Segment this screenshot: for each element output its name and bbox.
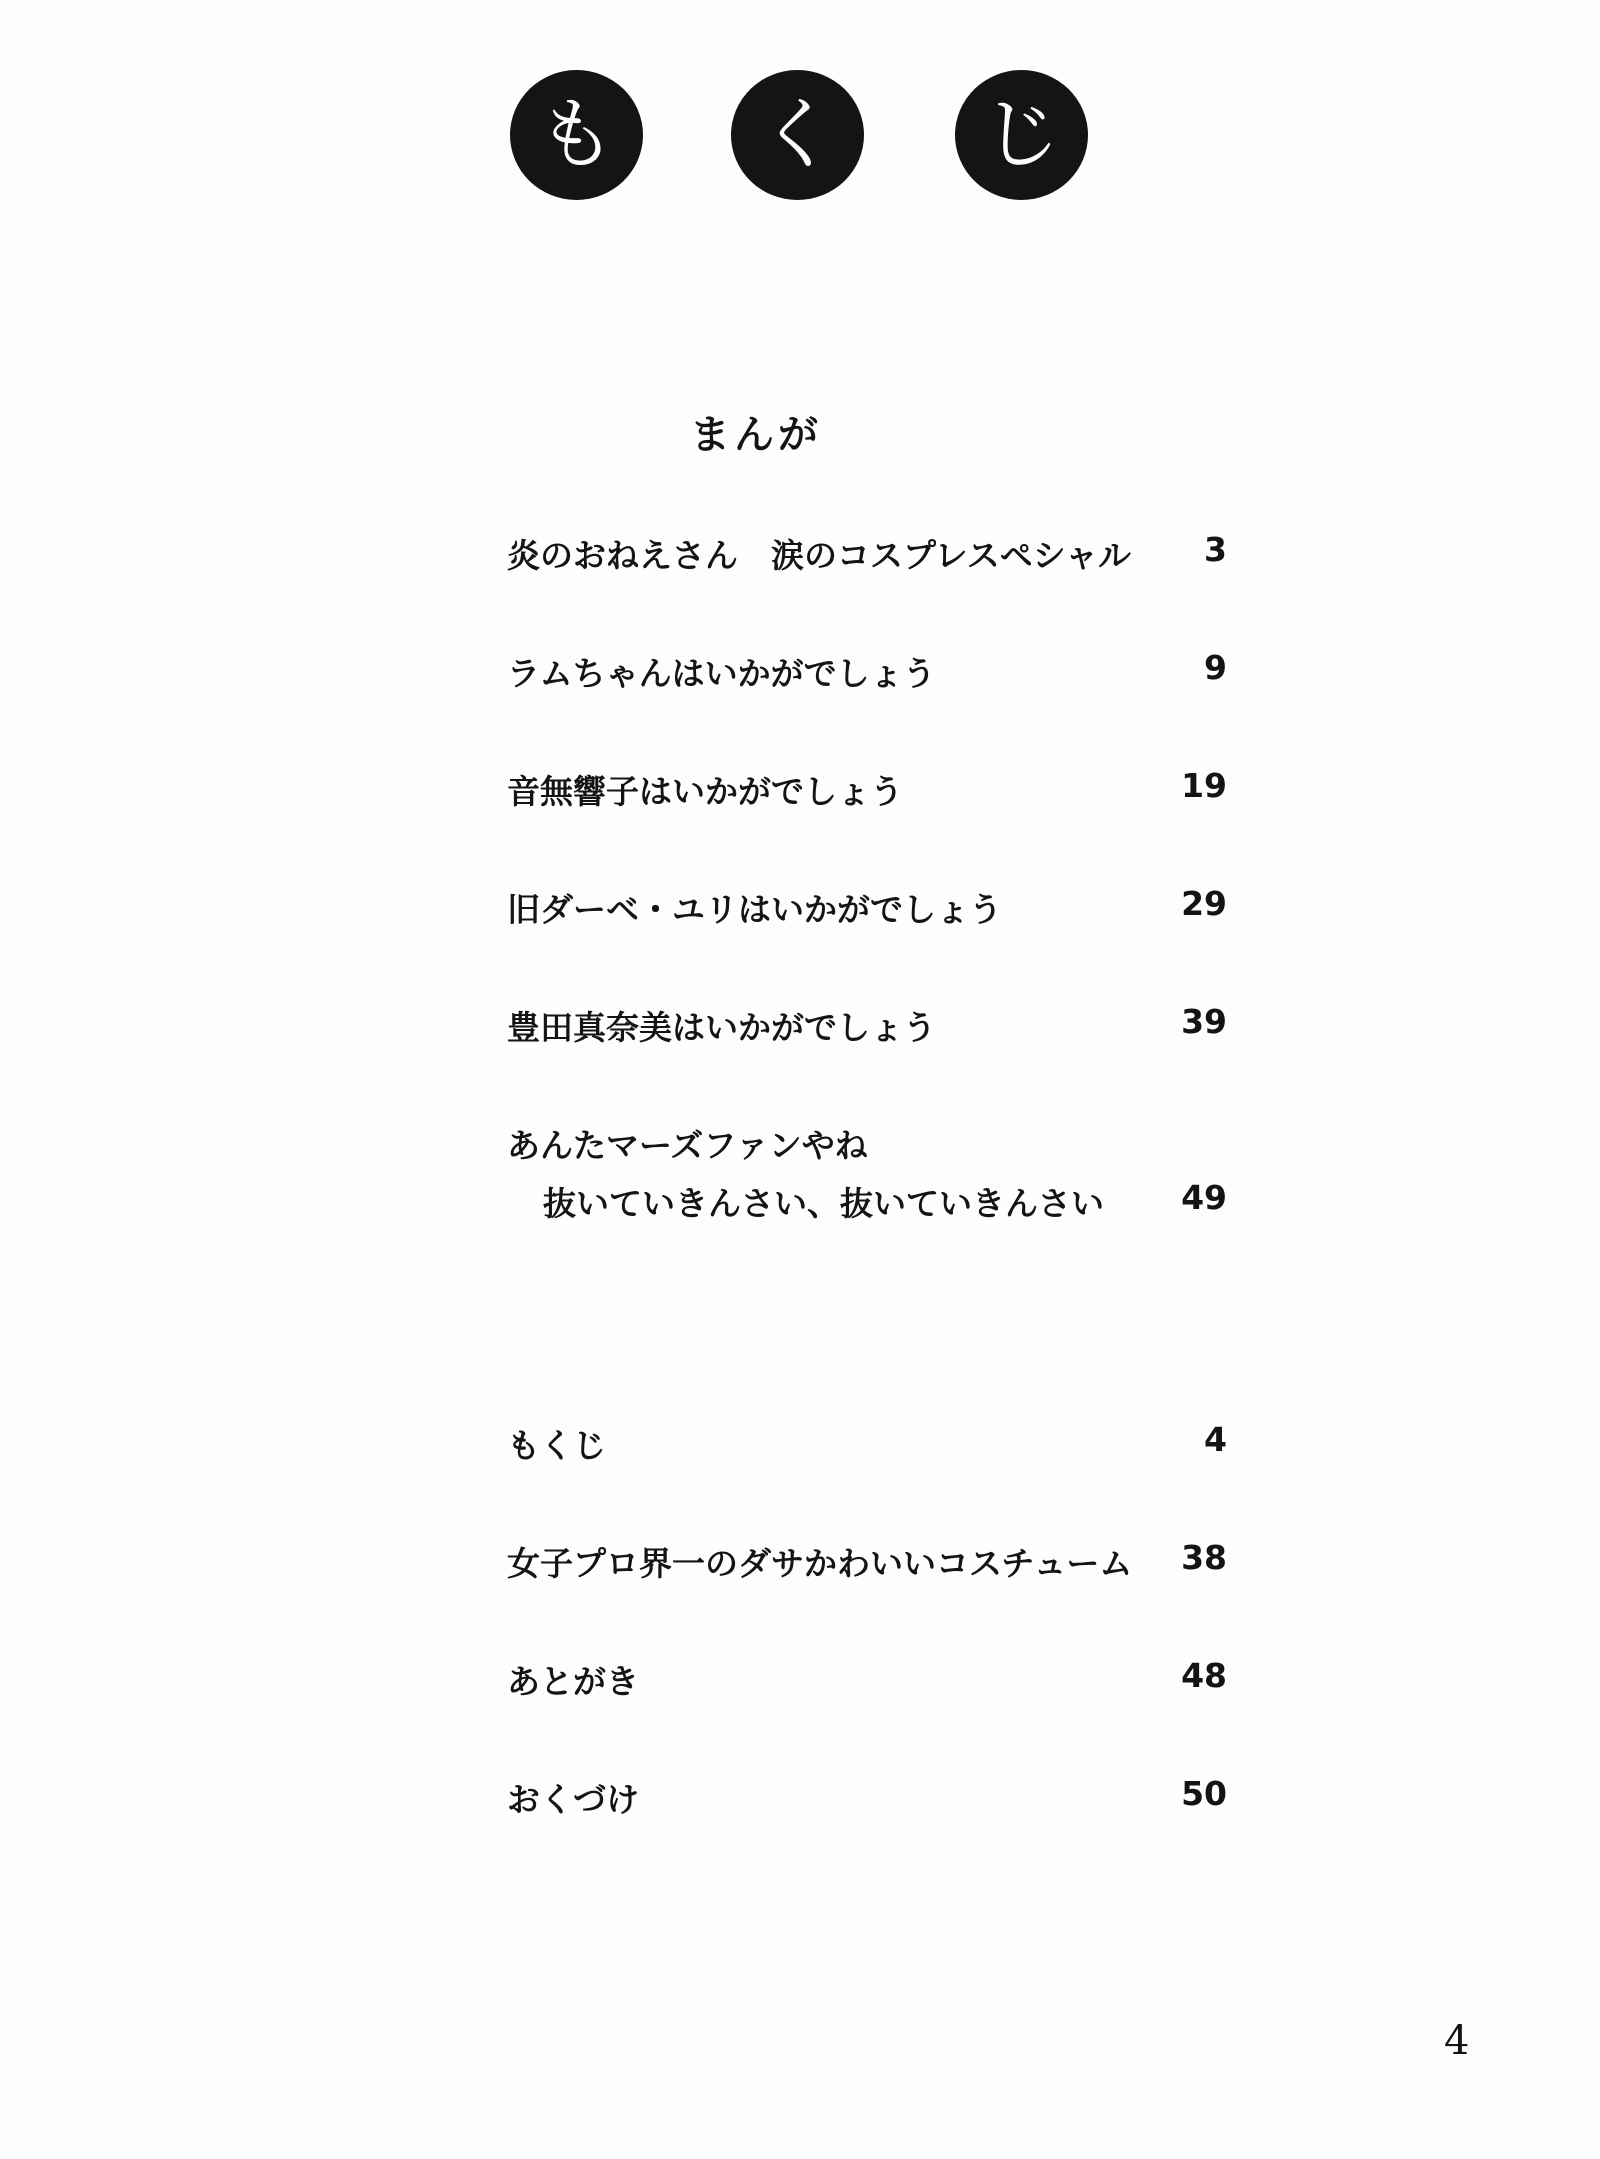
- toc-entry-page: 4: [1204, 1420, 1227, 1459]
- toc-entry-page: 39: [1181, 1002, 1227, 1041]
- toc-entry-page: 3: [1204, 530, 1227, 569]
- toc-entry-title: 女子プロ界一のダサかわいいコスチューム: [507, 1544, 1133, 1583]
- toc-entry-title: あとがき: [507, 1662, 639, 1701]
- toc-entry: [507, 1120, 1227, 1230]
- toc-entry: [507, 1656, 1227, 1706]
- toc-title: [0, 70, 1600, 200]
- toc-entry-title: もくじ: [507, 1426, 606, 1465]
- title-circle-ji: [955, 70, 1088, 200]
- toc-entry-title: 豊田真奈美はいかがでしょう: [507, 1008, 936, 1047]
- toc-entry-page: 49: [1181, 1178, 1227, 1217]
- toc-entry-title: 炎のおねえさん 涙のコスプレスペシャル: [507, 536, 1132, 575]
- toc-entry-page: 48: [1181, 1656, 1227, 1695]
- toc-entry: [507, 530, 1227, 580]
- toc-entry-title: 旧ダーベ・ユリはいかがでしょう: [507, 890, 1002, 929]
- page-number: 4: [1444, 2018, 1470, 2064]
- toc-entry: [507, 1774, 1227, 1824]
- title-char: じ: [982, 90, 1061, 180]
- toc-entry-page: 50: [1181, 1774, 1227, 1813]
- manga-section-heading: まんが: [690, 412, 822, 458]
- title-circle-ku: [731, 70, 864, 200]
- toc-entry: [507, 1420, 1227, 1470]
- title-circle-mo: [510, 70, 643, 200]
- toc-entry-page: 9: [1204, 648, 1227, 687]
- toc-entry-title: 音無響子はいかがでしょう: [507, 772, 903, 811]
- toc-entry: [507, 1002, 1227, 1052]
- toc-entry-title-line1: あんたマーズファンやね: [507, 1126, 868, 1165]
- toc-entry-page: 19: [1181, 766, 1227, 805]
- toc-entry-page: 38: [1181, 1538, 1227, 1577]
- toc-entry: [507, 884, 1227, 934]
- toc-entry: [507, 648, 1227, 698]
- toc-entry-title-line2: 抜いていきんさい、抜いていきんさい: [543, 1184, 1104, 1223]
- toc-entry-title: おくづけ: [507, 1780, 639, 1819]
- title-char: も: [537, 90, 616, 180]
- title-char: く: [758, 90, 837, 180]
- toc-entry-page: 29: [1181, 884, 1227, 923]
- toc-entry-title: ラムちゃんはいかがでしょう: [507, 654, 936, 693]
- toc-entry: [507, 766, 1227, 816]
- toc-entry: [507, 1538, 1227, 1588]
